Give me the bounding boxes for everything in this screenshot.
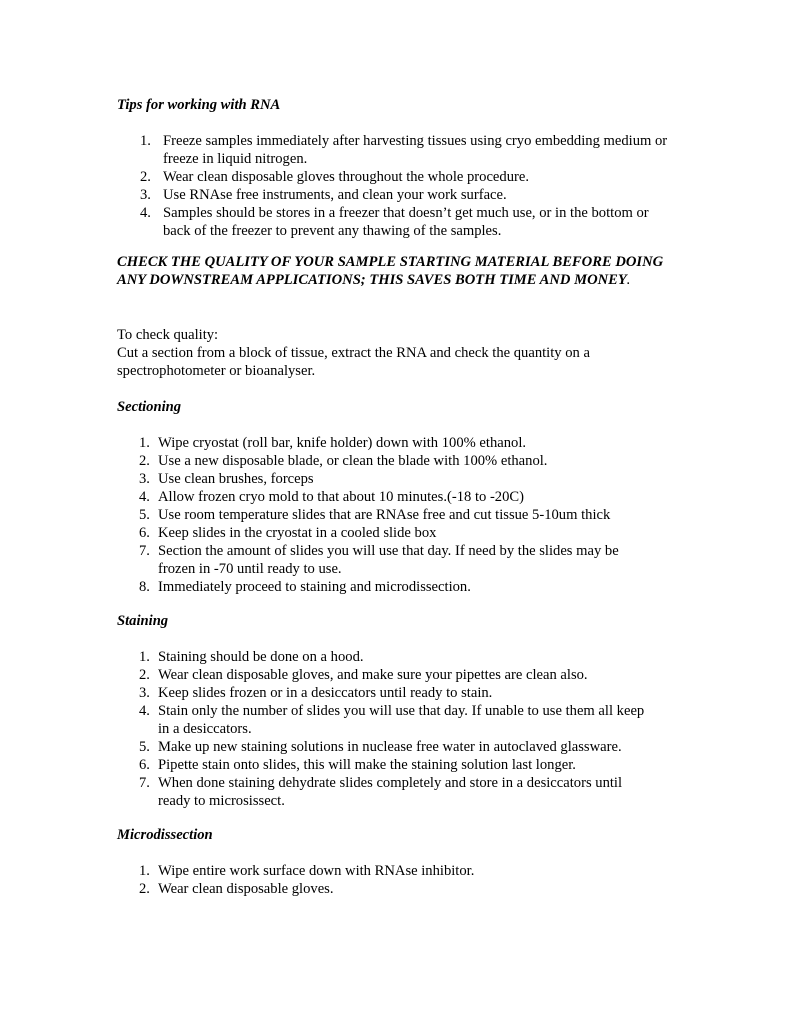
quality-body: Cut a section from a block of tissue, extract the RNA and check the quantity on a spectrophotometer or bioanalyser. xyxy=(117,345,590,379)
list-item: 3. Use clean brushes, forceps xyxy=(139,471,314,487)
sectioning-list xyxy=(117,434,653,596)
list-item: 2. Wear clean disposable gloves. xyxy=(139,881,334,897)
list-item: 3. Use RNAse free instruments, and clean your work surface. xyxy=(140,187,507,203)
list-item: 6. Pipette stain onto slides, this will make the staining solution last longer. xyxy=(139,757,576,773)
page-title: Tips for working with RNA xyxy=(117,97,281,113)
sectioning-heading: Sectioning xyxy=(117,399,182,415)
list-item: 2. Use a new disposable blade, or clean the blade with 100% ethanol. xyxy=(139,453,548,469)
list-item: 1. Staining should be done on a hood. xyxy=(139,649,364,665)
staining-heading: Staining xyxy=(117,613,169,629)
staining-list xyxy=(117,648,653,810)
list-item: 8. Immediately proceed to staining and microdissection. xyxy=(139,579,471,595)
quality-callout: CHECK THE QUALITY OF YOUR SAMPLE STARTING MATERIAL BEFORE DOING ANY DOWNSTREAM APPLICATIONS; THIS SAVES BOTH TIME AND MONEY. xyxy=(117,254,664,288)
microdissection-heading: Microdissection xyxy=(117,827,213,843)
list-item: 7. When done staining dehydrate slides completely and store in a desiccators until ready to microsissect. xyxy=(139,775,623,809)
tips-list xyxy=(117,132,677,240)
list-item: 4. Samples should be stores in a freezer that doesn’t get much use, or in the bottom or back of the freezer to prevent any thawing of the samples. xyxy=(140,205,649,239)
list-item: 5. Use room temperature slides that are RNAse free and cut tissue 5-10um thick xyxy=(139,507,611,523)
quality-label: To check quality: xyxy=(117,327,219,343)
list-item: 1. Wipe cryostat (roll bar, knife holder) down with 100% ethanol. xyxy=(139,435,527,451)
list-item: 5. Make up new staining solutions in nuclease free water in autoclaved glassware. xyxy=(139,739,622,755)
list-item: 1. Wipe entire work surface down with RNAse inhibitor. xyxy=(139,863,475,879)
list-item: 1. Freeze samples immediately after harvesting tissues using cryo embedding medium or freeze in liquid nitrogen. xyxy=(140,133,668,167)
list-item: 3. Keep slides frozen or in a desiccators until ready to stain. xyxy=(139,685,493,701)
list-item: 2. Wear clean disposable gloves, and make sure your pipettes are clean also. xyxy=(139,667,588,683)
list-item: 6. Keep slides in the cryostat in a cooled slide box xyxy=(139,525,437,541)
list-item: 4. Allow frozen cryo mold to that about 10 minutes.(-18 to -20C) xyxy=(139,489,524,505)
microdissection-list xyxy=(117,862,653,898)
list-item: 7. Section the amount of slides you will use that day. If need by the slides may be frozen in -70 until ready to use. xyxy=(139,543,619,577)
list-item: 2. Wear clean disposable gloves throughout the whole procedure. xyxy=(140,169,529,185)
list-item: 4. Stain only the number of slides you will use that day. If unable to use them all keep in a desiccators. xyxy=(139,703,645,737)
